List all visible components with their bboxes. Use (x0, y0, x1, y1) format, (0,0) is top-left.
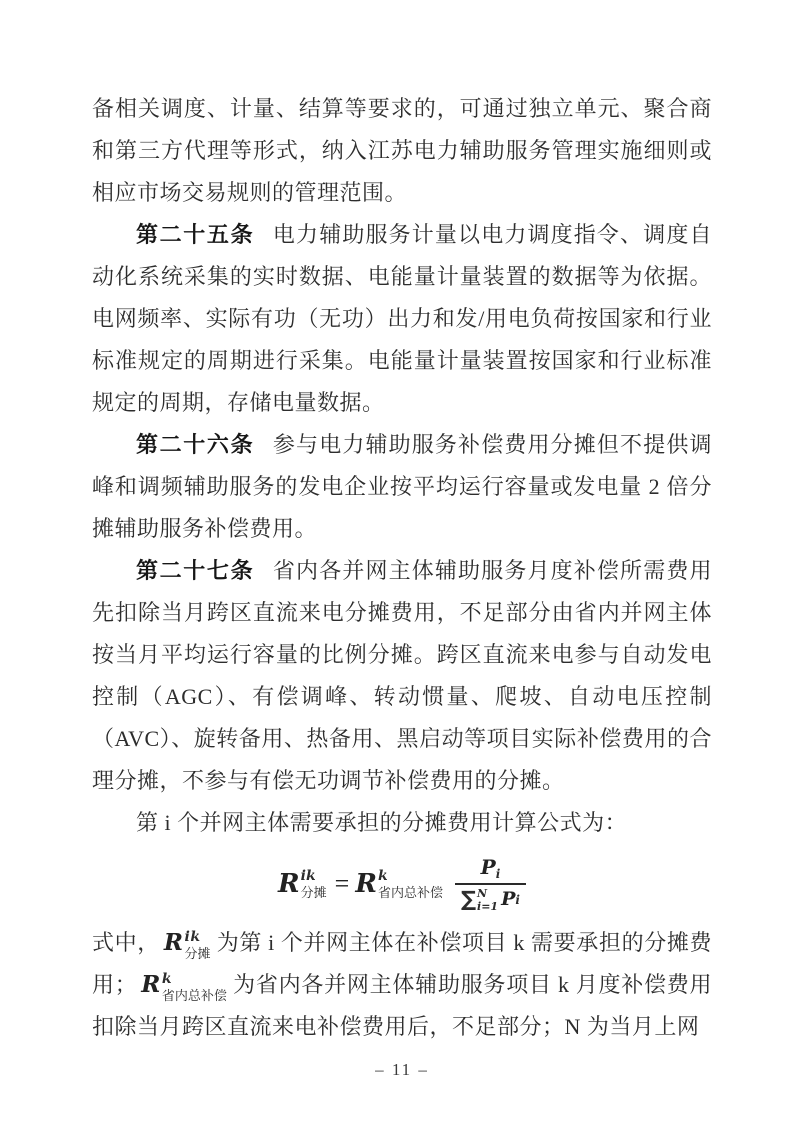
formula-lhs-superscript: ik (300, 868, 316, 884)
inline-m1-base: R (163, 929, 184, 956)
article-26-body: 参与电力辅助服务补偿费用分摊但不提供调峰和调频辅助服务的发电企业按平均运行容量或发电量 2 倍分摊辅助服务补偿费用。 (92, 432, 712, 541)
formula-equals-sign: = (334, 869, 350, 898)
inline-m2-scripts (162, 972, 227, 1002)
explanation-seg2: 为第 i 个并网主体在补偿项目 k 需要承担的分摊费用； (92, 930, 712, 997)
formula-lhs-subscript: 分摊 (300, 885, 327, 900)
paragraph-article-27 (92, 550, 712, 802)
inline-math-r-k (141, 970, 229, 1003)
article-26-title: 第二十六条 (136, 432, 255, 457)
numerator-subscript: i (495, 866, 501, 881)
formula-lhs-base: R (278, 869, 300, 899)
article-27-body: 省内各并网主体辅助服务月度补偿所需费用先扣除当月跨区直流来电分摊费用，不足部分由省内并网主体按当月平均运行容量的比例分摊。跨区直流来电参与自动发电控制（AGC）、有偿调峰、转动惯量、爬坡、自动电压控制（AVC）、旋转备用、热备用、黑启动等项目实际补偿费用的合理分摊，不参与有偿无功调节补偿费用的分摊。 (92, 558, 712, 793)
inline-m1-subscript: 分摊 (184, 945, 211, 961)
sigma-symbol: ∑ (460, 887, 477, 911)
paragraph-formula-intro: 第 i 个并网主体需要承担的分摊费用计算公式为： (136, 810, 628, 835)
fraction-numerator (475, 854, 507, 883)
inline-m1-scripts (185, 930, 211, 960)
inline-m2-superscript: k (161, 970, 173, 987)
article-25-title: 第二十五条 (136, 222, 255, 247)
article-25-body: 电力辅助服务计量以电力调度指令、调度自动化系统采集的实时数据、电能量计量装置的数据等为依据。电网频率、实际有功（无功）出力和发/用电负荷按国家和行业标准规定的周期进行采集。电能量计量装置按国家和行业标准规定的周期，存储电量数据。 (92, 222, 712, 415)
denominator-subscript: i (515, 892, 520, 907)
numerator-base: P (480, 854, 496, 879)
sigma-limits (477, 888, 498, 912)
formula-fraction (455, 854, 526, 913)
formula-rhs-base: R (355, 869, 377, 899)
paragraph-article-26 (92, 424, 712, 550)
formula-rhs-superscript: k (377, 868, 388, 884)
formula-rhs-scripts (378, 869, 443, 899)
formula-rhs-subscript: 省内总补偿 (377, 885, 443, 900)
paragraph-article-25 (92, 214, 712, 424)
formula-lhs-scripts (301, 869, 327, 899)
explanation-seg3: 为省内各并网主体辅助服务项目 k 月度补偿费用扣除当月跨区直流来电补偿费用后，不足部分；N 为当月上网 (92, 972, 712, 1039)
allocation-formula (92, 852, 712, 916)
paragraph-continuation: 备相关调度、计量、结算等要求的，可通过独立单元、聚合商和第三方代理等形式，纳入江苏电力辅助服务管理实施细则或相应市场交易规则的管理范围。 (92, 96, 712, 205)
sigma-upper-limit: N (477, 886, 488, 900)
article-27-title: 第二十七条 (136, 558, 255, 583)
paragraph-formula-explanation (92, 922, 712, 1048)
fraction-denominator (455, 883, 526, 912)
denominator-base: P (501, 888, 516, 910)
inline-m2-subscript: 省内总补偿 (161, 987, 227, 1003)
explanation-seg1: 式中， (92, 930, 160, 955)
sigma-lower-limit: i=1 (477, 899, 499, 913)
page-number: – 11 – (375, 1060, 429, 1079)
inline-math-r-ik (163, 928, 213, 961)
inline-m2-base: R (141, 971, 161, 998)
inline-m1-superscript: ik (184, 928, 201, 945)
